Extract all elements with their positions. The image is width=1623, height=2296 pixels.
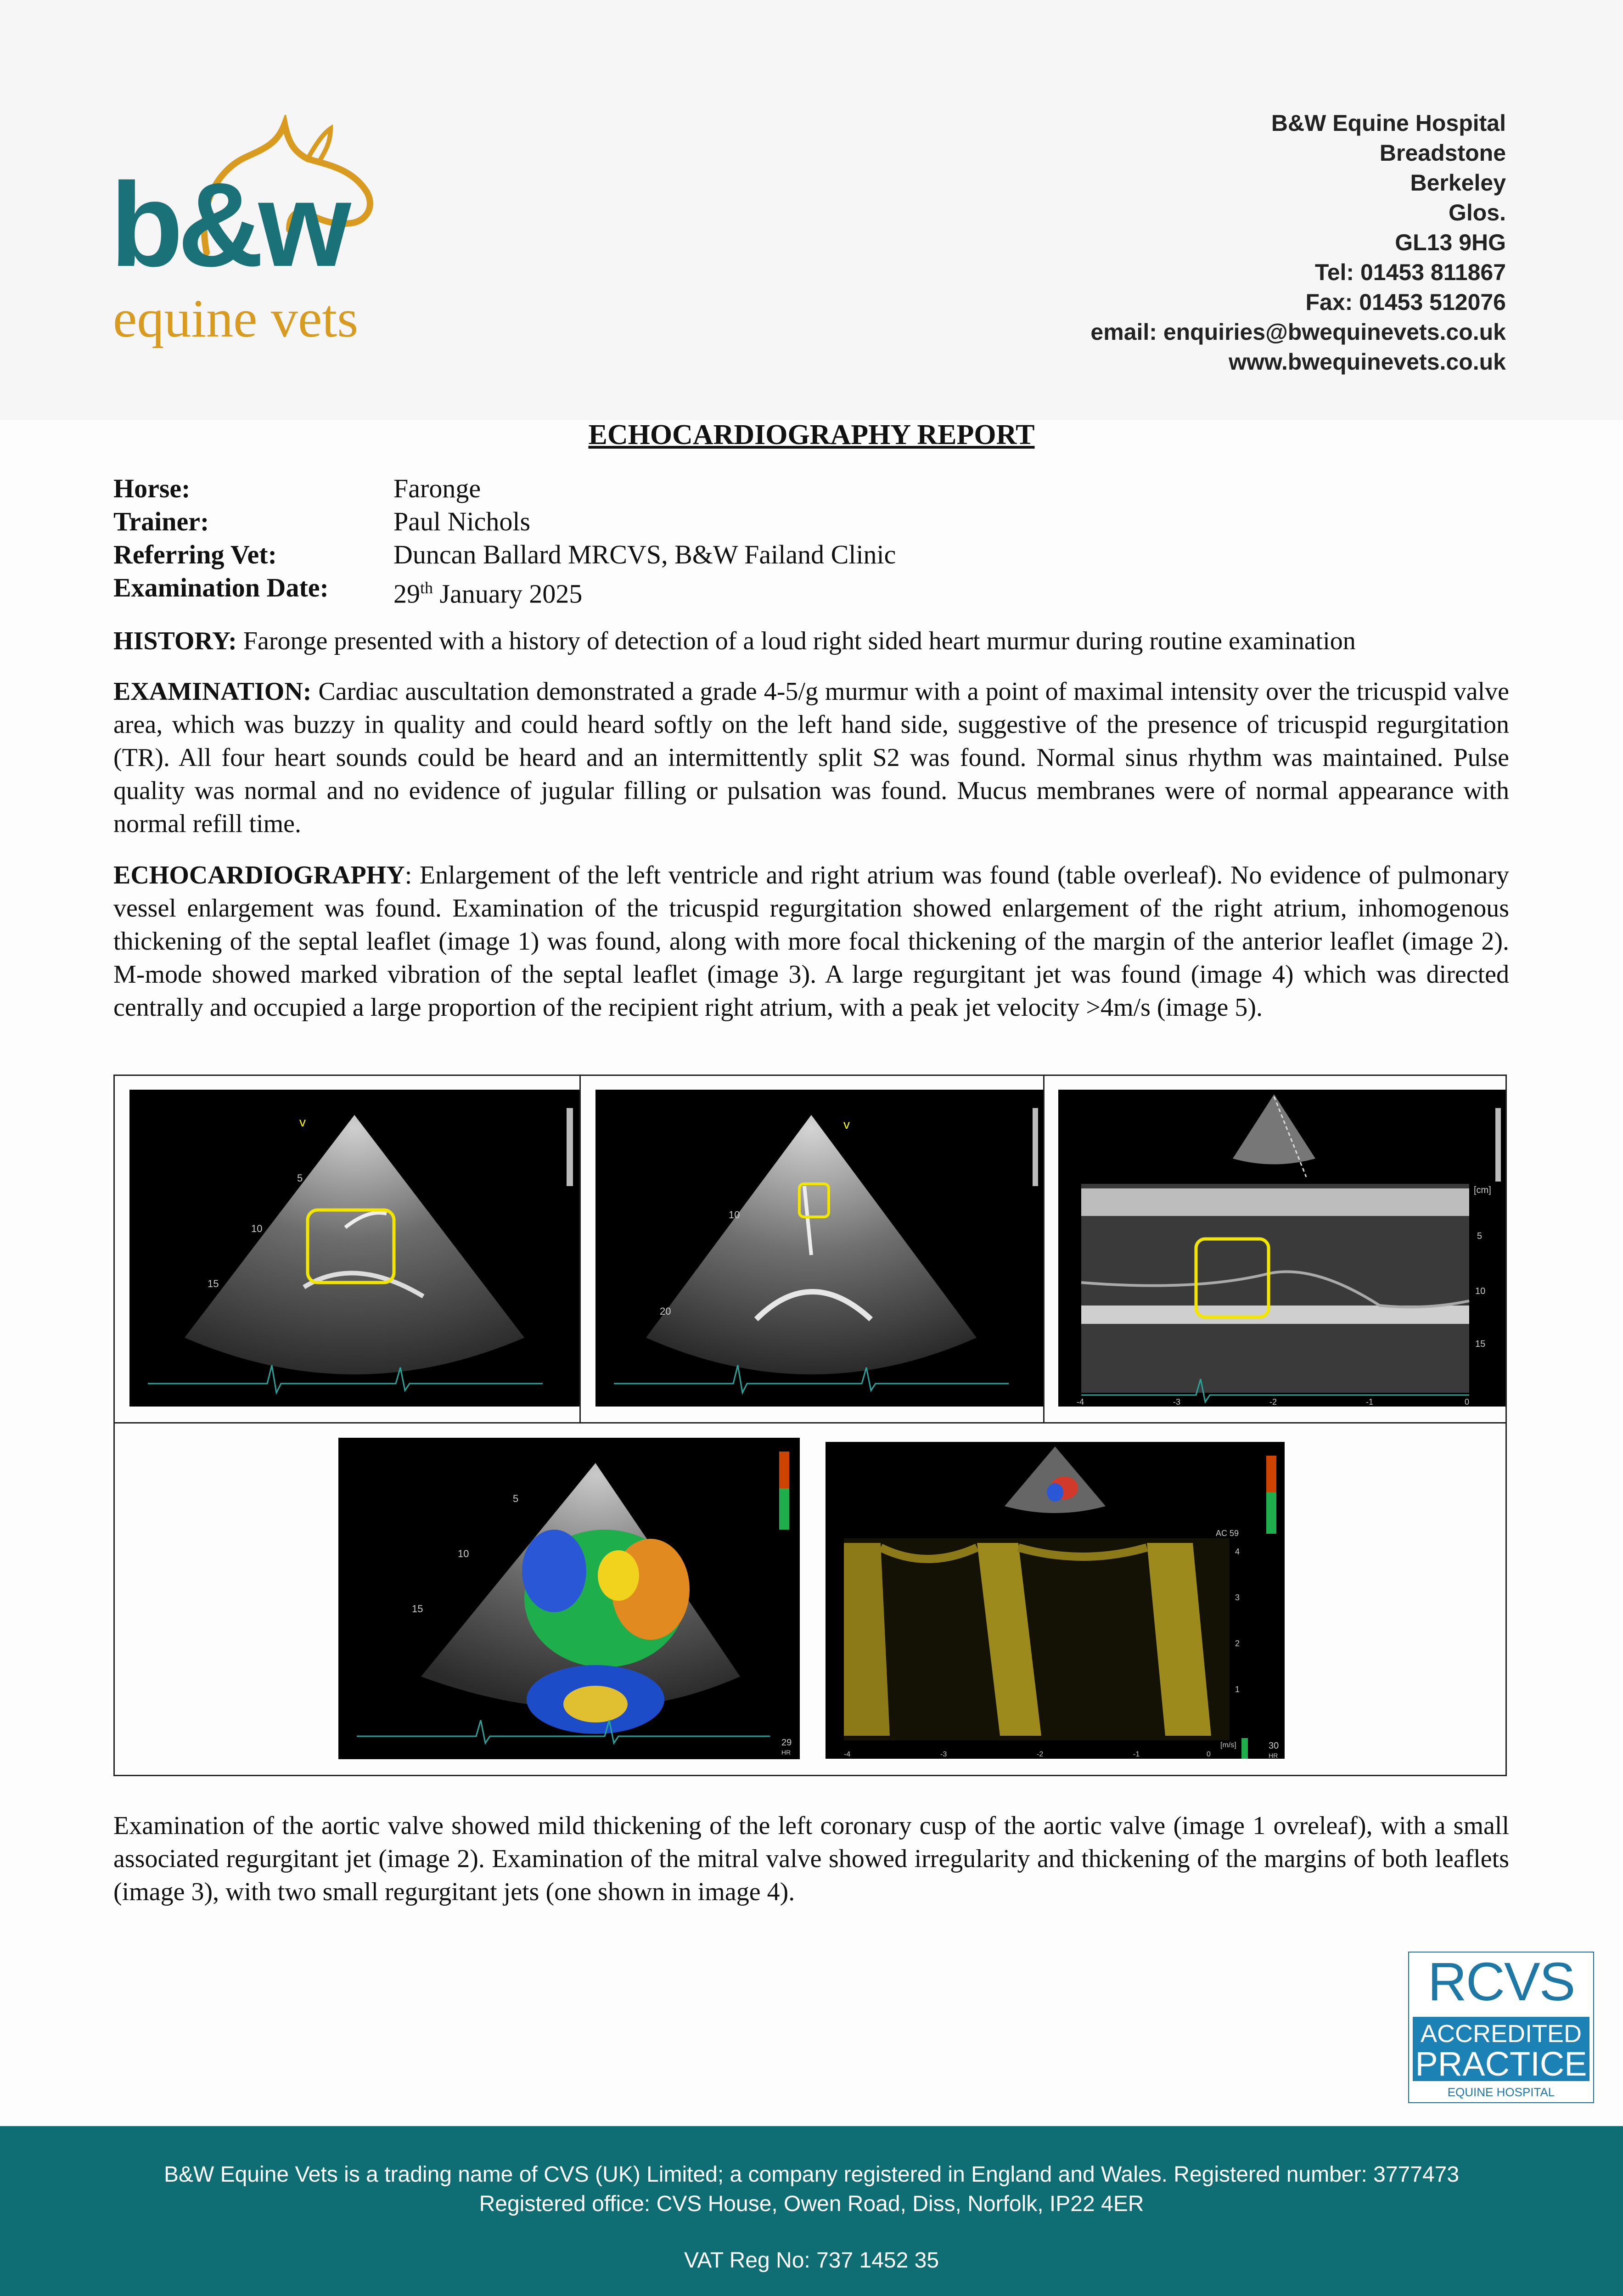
- history-text: Faronge presented with a history of detection of a loud right sided heart murmur during routine examination: [236, 627, 1356, 655]
- examination-label: EXAMINATION:: [113, 677, 312, 706]
- address-fax: Fax: 01453 512076: [1305, 289, 1506, 315]
- field-row-trainer: [113, 505, 896, 538]
- footer-company-line: B&W Equine Vets is a trading name of CVS (UK) Limited; a company registered in England and Wales. Registered number: 3777473: [163, 2162, 1460, 2187]
- field-value: [393, 571, 582, 610]
- velocity-scale-tick: 1: [1235, 1685, 1240, 1694]
- rcvs-accredited: ACCREDITED: [1420, 2020, 1582, 2048]
- field-label: Trainer:: [113, 506, 209, 536]
- heart-rate: 30: [1269, 1741, 1279, 1751]
- depth-label: 20: [660, 1306, 671, 1317]
- image-table: [113, 1075, 1507, 1776]
- mmode-time-tick: -1: [1366, 1397, 1374, 1407]
- footer: [0, 2126, 1623, 2296]
- address-telephone: Tel: 01453 811867: [1314, 259, 1506, 285]
- velocity-scale-tick: 3: [1235, 1593, 1240, 1602]
- rcvs-equine-hospital: EQUINE HOSPITAL: [1447, 2085, 1555, 2099]
- field-value: Duncan Ballard MRCVS, B&W Failand Clinic: [393, 540, 896, 569]
- heart-rate: 29: [781, 1738, 792, 1748]
- mmode-scale-tick: 10: [1475, 1286, 1486, 1296]
- velocity-scale-tick: 2: [1235, 1639, 1240, 1648]
- rcvs-accreditation-badge: [1408, 1952, 1594, 2103]
- field-label: Examination Date:: [113, 573, 329, 602]
- image-cell-2: [581, 1076, 1045, 1422]
- echo-image-color-doppler: [338, 1438, 800, 1759]
- history-paragraph: [113, 625, 1509, 658]
- depth-label: 5: [513, 1493, 519, 1504]
- mmode-time-tick: 0: [1465, 1397, 1470, 1407]
- rcvs-practice: PRACTICE: [1415, 2045, 1587, 2083]
- image-cell-3: [1045, 1076, 1505, 1422]
- depth-label: 15: [208, 1278, 219, 1289]
- velocity-scale-tick: 4: [1235, 1547, 1240, 1556]
- date-day: 29: [393, 579, 420, 609]
- practice-address: [1090, 108, 1506, 377]
- address-line: GL13 9HG: [1395, 230, 1506, 255]
- svg-text:v: v: [843, 1117, 850, 1131]
- rcvs-logo: RCVS: [1427, 1952, 1575, 2012]
- address-line: Breadstone: [1379, 140, 1506, 166]
- practice-logo: [110, 115, 367, 354]
- address-email[interactable]: email: enquiries@bwequinevets.co.uk: [1090, 319, 1506, 345]
- logo-wordmark: b&w: [110, 158, 346, 292]
- examination-text: Cardiac auscultation demonstrated a grade 4-5/g murmur with a point of maximal intensity over the tricuspid valve area, which was buzzy in quality and could heard softly on the left hand side, suggestive of the presence of tricuspid regurgitation (TR). All four heart sounds could be heard and an intermittently split S2 was found. Normal sinus rhythm was maintained. Pulse quality was normal and no evidence of jugular filling or pulsation was found. Mucus membranes were of normal appearance with normal refill time.: [113, 677, 1509, 838]
- image-cell-1: [115, 1076, 581, 1422]
- report-title: ECHOCARDIOGRAPHY REPORT: [588, 419, 1035, 450]
- field-row-referring-vet: [113, 538, 896, 571]
- echo-image-cw-doppler: [826, 1442, 1285, 1759]
- depth-label: 10: [729, 1209, 740, 1221]
- mmode-scale-unit: [cm]: [1474, 1185, 1491, 1195]
- logo-tagline: equine vets: [113, 288, 359, 349]
- echo-image-anterior-leaflet: [595, 1090, 1043, 1407]
- date-rest: January 2025: [433, 579, 583, 609]
- depth-label: 5: [297, 1172, 303, 1184]
- examination-paragraph: [113, 675, 1509, 840]
- field-value: Paul Nichols: [393, 506, 531, 536]
- echo-image-mmode: [1058, 1090, 1505, 1407]
- address-website[interactable]: www.bwequinevets.co.uk: [1229, 349, 1506, 375]
- field-row-horse: [113, 472, 896, 505]
- depth-label: 10: [251, 1223, 263, 1234]
- address-line: B&W Equine Hospital: [1271, 110, 1506, 136]
- doppler-time-tick: -4: [844, 1750, 851, 1758]
- rcvs-band: [1413, 2017, 1589, 2081]
- echocardiography-label: ECHOCARDIOGRAPHY: [113, 861, 405, 889]
- mmode-scale-tick: 15: [1475, 1339, 1486, 1349]
- image-row-1: [115, 1076, 1505, 1424]
- doppler-time-tick: 0: [1207, 1750, 1211, 1758]
- mmode-time-tick: -4: [1077, 1397, 1084, 1407]
- field-value: Faronge: [393, 473, 481, 503]
- letterhead: [0, 0, 1623, 420]
- footer-vat-number: VAT Reg No: 737 1452 35: [684, 2248, 939, 2273]
- patient-details: [113, 472, 896, 610]
- echocardiography-paragraph: [113, 859, 1509, 1024]
- date-suffix: th: [420, 579, 433, 597]
- doppler-time-tick: -1: [1133, 1750, 1140, 1758]
- svg-text:v: v: [299, 1115, 306, 1129]
- mmode-scale-tick: 5: [1477, 1231, 1483, 1241]
- aortic-paragraph: Examination of the aortic valve showed mild thickening of the left coronary cusp of the aortic valve (image 1 ovreleaf), with a small associated regurgitant jet (image 2). Examination of the mitral valve showed irregularity and thickening of the margins of both leaflets (image 3), with two small regurgitant jets (one shown in image 4).: [113, 1812, 1509, 1906]
- doppler-time-tick: -3: [940, 1750, 947, 1758]
- depth-label: 10: [458, 1548, 469, 1559]
- mmode-time-tick: -2: [1269, 1397, 1277, 1407]
- field-label: Referring Vet:: [113, 540, 277, 569]
- heart-rate-unit: HR: [1269, 1752, 1278, 1759]
- acoustic-setting: AC 59: [1216, 1529, 1239, 1538]
- velocity-scale-unit: [m/s]: [1220, 1741, 1236, 1749]
- footer-registered-office: Registered office: CVS House, Owen Road, Diss, Norfolk, IP22 4ER: [479, 2192, 1144, 2216]
- echo-image-septal-leaflet: [129, 1090, 579, 1407]
- echocardiography-text: : Enlargement of the left ventricle and right atrium was found (table overleaf). No evidence of pulmonary vessel enlargement was found. Examination of the tricuspid regurgitation showed enlargement of the right atrium, inhomogenous thickening of the septal leaflet (image 1) was found, along with more focal thickening of the margin of the anterior leaflet (image 2). M-mode showed marked vibration of the septal leaflet (image 3). A large regurgitant jet was found (image 4) which was directed centrally and occupied a large proportion of the recipient right atrium, with a peak jet velocity >4m/s (image 5).: [113, 861, 1509, 1022]
- heart-rate-unit: HR: [781, 1749, 791, 1756]
- address-line: Berkeley: [1410, 170, 1506, 196]
- doppler-time-tick: -2: [1037, 1750, 1044, 1758]
- history-label: HISTORY:: [113, 627, 237, 655]
- depth-label: 15: [412, 1603, 423, 1615]
- mmode-time-tick: -3: [1173, 1397, 1181, 1407]
- address-line: Glos.: [1448, 200, 1506, 225]
- field-row-exam-date: [113, 571, 896, 610]
- field-label: Horse:: [113, 473, 191, 503]
